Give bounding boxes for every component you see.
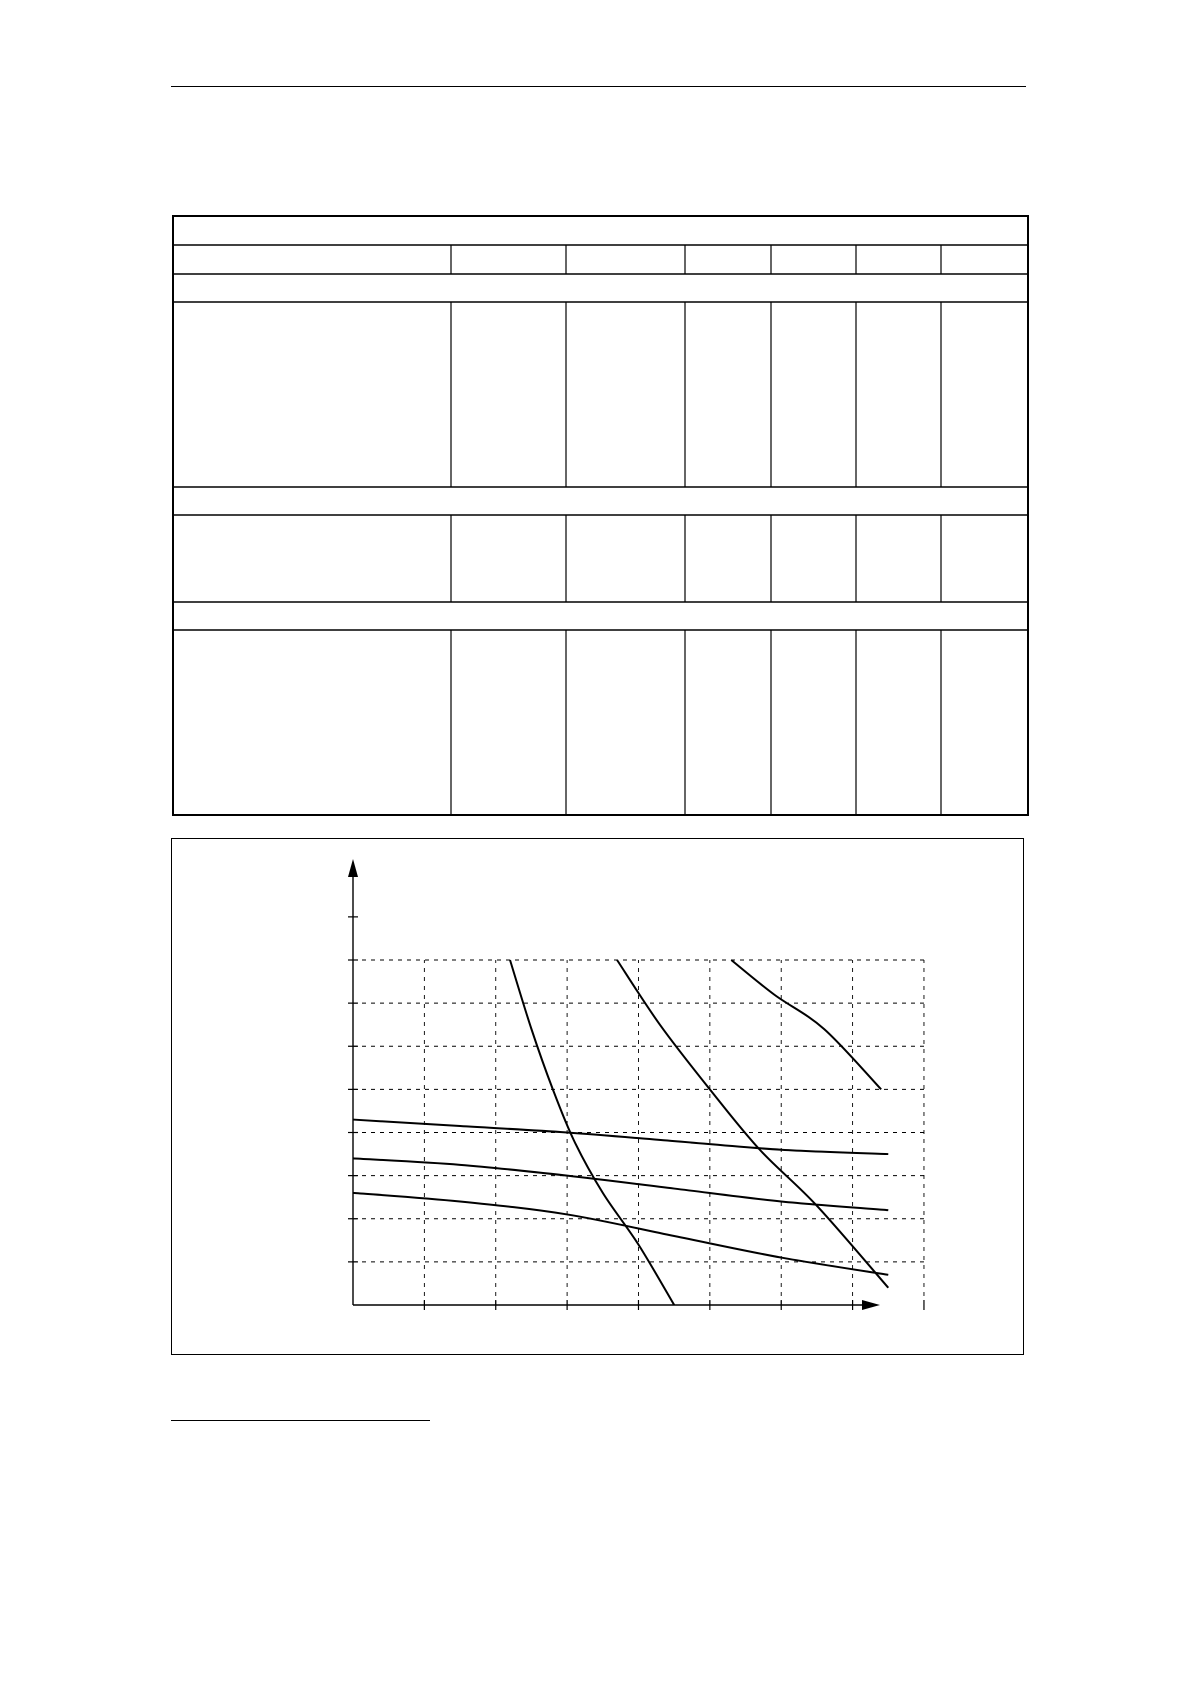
spec-table-grid (174, 217, 1027, 814)
footnote-rule (171, 1420, 430, 1421)
series-line-2 (617, 960, 888, 1288)
x-axis-arrowhead (862, 1300, 880, 1310)
y-axis-arrowhead (348, 859, 358, 877)
series-line-6 (353, 1193, 888, 1275)
series-line-5 (353, 1158, 888, 1210)
chart-panel (171, 838, 1024, 1355)
line-chart (172, 839, 1023, 1354)
series-line-4 (353, 1120, 888, 1155)
header-rule (171, 86, 1026, 87)
spec-table (172, 215, 1029, 816)
series-line-3 (731, 960, 881, 1089)
